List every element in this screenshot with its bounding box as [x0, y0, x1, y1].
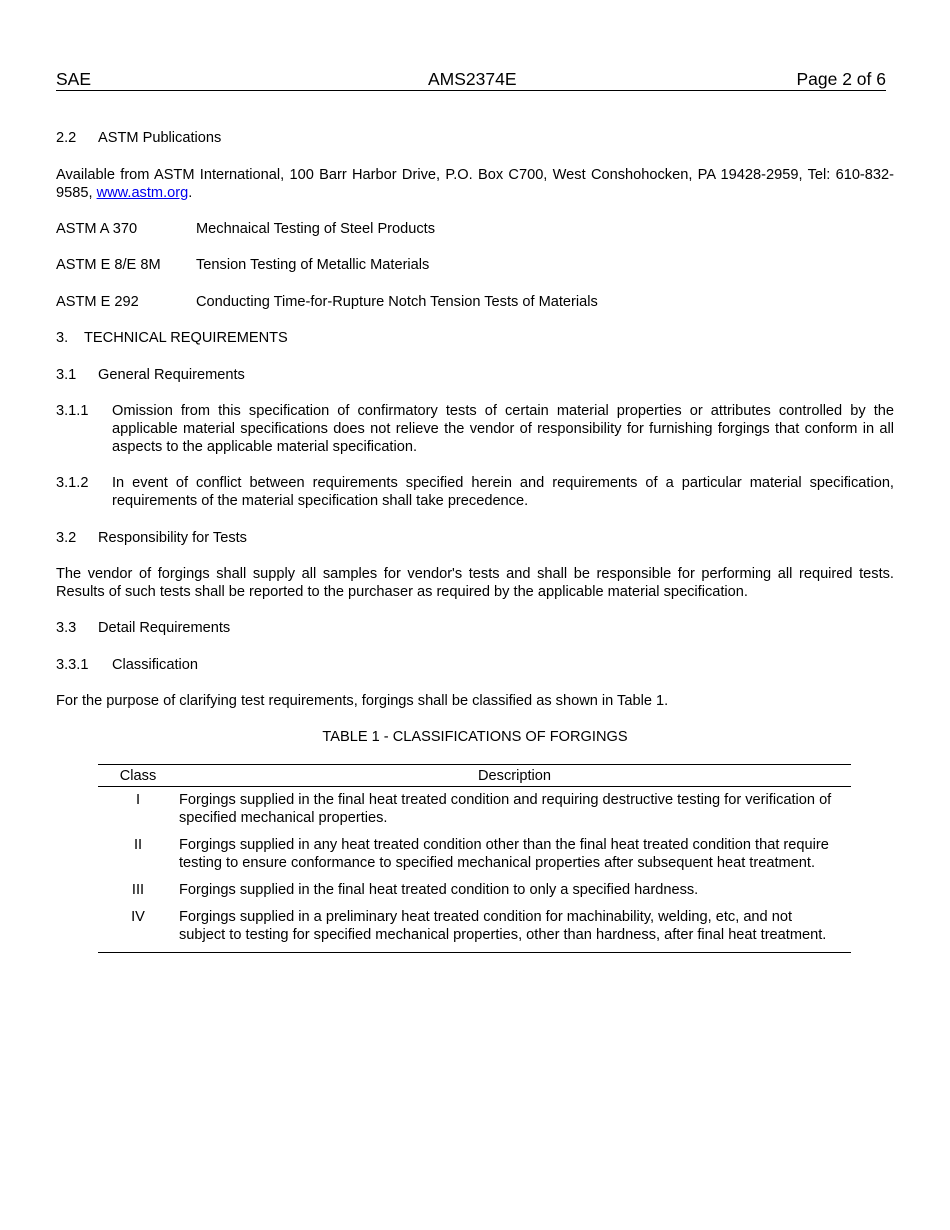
- reference-id: ASTM E 292: [56, 294, 139, 310]
- reference-title: Mechnaical Testing of Steel Products: [196, 221, 436, 237]
- section-3-3-1-heading: [56, 656, 198, 674]
- description-cell: Forgings supplied in the final heat treated condition and requiring destructive testing for verification of specified mechanical properties.: [179, 792, 832, 826]
- reference-title: Tension Testing of Metallic Materials: [196, 257, 430, 273]
- reference-id: ASTM A 370: [56, 221, 138, 237]
- description-cell: Forgings supplied in the final heat treated condition to only a specified hardness.: [179, 882, 699, 898]
- responsibility-paragraph: The vendor of forgings shall supply all samples for vendor's tests and shall be responsible for performing all required tests. Results of such tests shall be reported to the purchaser as required by the applicable material specification.: [56, 566, 894, 600]
- section-2-2-heading: [56, 129, 221, 147]
- class-cell: IV: [98, 903, 178, 953]
- section-title: TECHNICAL REQUIREMENTS: [84, 330, 288, 346]
- section-number: 3.3: [56, 620, 77, 636]
- section-title: Detail Requirements: [98, 620, 231, 636]
- description-cell: Forgings supplied in a preliminary heat treated condition for machinability, welding, etc, and not subject to testing for specified mechanical properties, other than hardness, after final heat treatment.: [178, 903, 851, 953]
- astm-address-text: Available from ASTM International, 100 Barr Harbor Drive, P.O. Box C700, West Conshohocken, PA 19428-2959, Tel: 610-832-9585,: [56, 167, 894, 201]
- header-org: SAE: [56, 69, 92, 89]
- astm-availability-paragraph: [56, 166, 894, 202]
- table-row: [98, 876, 851, 903]
- description-cell: Forgings supplied in any heat treated condition other than the final heat treated condition that require testing to ensure conformance to specified mechanical properties after subsequent heat treatment.: [179, 837, 829, 871]
- section-number: 3.2: [56, 530, 77, 546]
- document-page: [56, 0, 894, 1230]
- subsection-text: Omission from this specification of confirmatory tests of certain material properties or attributes controlled by the applicable material specifications does not relieve the vendor of responsibility for furnishing forgings that conform in all aspects to the applicable material specification.: [112, 403, 894, 455]
- section-number: 3.: [56, 330, 69, 346]
- section-3-heading: [56, 329, 288, 347]
- astm-website-link[interactable]: www.astm.org: [96, 185, 189, 201]
- section-number: 3.1: [56, 367, 77, 383]
- table-row: [98, 903, 851, 953]
- section-3-3-heading: [56, 619, 230, 637]
- column-header-description: Description: [178, 765, 851, 787]
- classification-table: [98, 764, 851, 953]
- section-3-1-heading: [56, 366, 245, 384]
- class-cell: I: [135, 792, 141, 808]
- reference-title: Conducting Time-for-Rupture Notch Tension Tests of Materials: [196, 294, 598, 310]
- subsection-3-1-1: [56, 402, 894, 456]
- section-number: 3.3.1: [56, 657, 89, 673]
- column-header-class: Class: [98, 765, 178, 787]
- section-title: Classification: [112, 657, 198, 673]
- table-row: [98, 787, 851, 832]
- astm-address-end: .: [188, 185, 193, 201]
- table-header-row: [98, 765, 851, 787]
- section-3-2-heading: [56, 529, 247, 547]
- reference-id: ASTM E 8/E 8M: [56, 257, 161, 273]
- section-title: General Requirements: [98, 367, 245, 383]
- class-cell: II: [133, 837, 143, 853]
- table-row: [98, 831, 851, 876]
- subsection-number: 3.1.2: [56, 475, 89, 491]
- header-page-number: Page 2 of 6: [796, 69, 886, 89]
- class-cell: III: [131, 882, 145, 898]
- section-title: Responsibility for Tests: [98, 530, 247, 546]
- header-doc-number: AMS2374E: [428, 69, 517, 89]
- section-title: ASTM Publications: [98, 130, 222, 146]
- table-title: TABLE 1 - CLASSIFICATIONS OF FORGINGS: [322, 729, 628, 745]
- subsection-3-1-2: [56, 474, 894, 510]
- subsection-number: 3.1.1: [56, 403, 89, 419]
- classification-paragraph: For the purpose of clarifying test requirements, forgings shall be classified as shown in Table 1.: [56, 693, 669, 709]
- page-header: [56, 68, 886, 91]
- section-number: 2.2: [56, 130, 77, 146]
- subsection-text: In event of conflict between requirements specified herein and requirements of a particular material specification, requirements of the material specification shall take precedence.: [112, 475, 894, 509]
